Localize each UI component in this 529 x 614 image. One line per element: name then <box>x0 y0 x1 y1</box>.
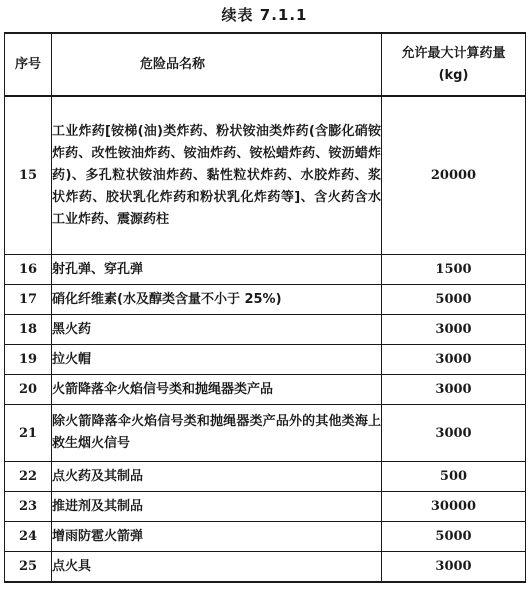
row-hazard-name: 点火具 <box>52 552 382 583</box>
row-serial-no: 17 <box>5 285 52 315</box>
row-hazard-name: 点火药及其制品 <box>52 462 382 492</box>
table-row <box>5 285 526 315</box>
row-max-quantity: 5000 <box>382 285 526 315</box>
row-hazard-name: 除火箭降落伞火焰信号类和抛绳器类产品外的其他类海上救生烟火信号 <box>52 405 382 462</box>
header-max-quantity-unit: (kg) <box>438 67 469 83</box>
row-max-quantity: 3000 <box>382 345 526 375</box>
row-serial-no: 20 <box>5 375 52 405</box>
row-max-quantity: 5000 <box>382 522 526 552</box>
row-serial-no: 25 <box>5 552 52 583</box>
row-serial-no: 23 <box>5 492 52 522</box>
row-max-quantity: 3000 <box>382 375 526 405</box>
row-hazard-name: 火箭降落伞火焰信号类和抛绳器类产品 <box>52 375 382 405</box>
table-row <box>5 315 526 345</box>
hazard-table <box>4 32 526 583</box>
table-row <box>5 345 526 375</box>
table-header-row <box>5 33 526 96</box>
table-row <box>5 552 526 583</box>
table-row <box>5 405 526 462</box>
table-row <box>5 492 526 522</box>
header-hazard-name: 危险品名称 <box>52 33 382 96</box>
row-hazard-name: 拉火帽 <box>52 345 382 375</box>
row-max-quantity: 3000 <box>382 405 526 462</box>
row-serial-no: 19 <box>5 345 52 375</box>
row-hazard-name: 射孔弹、穿孔弹 <box>52 255 382 285</box>
table-row <box>5 522 526 552</box>
table-row <box>5 375 526 405</box>
table-row <box>5 462 526 492</box>
row-serial-no: 22 <box>5 462 52 492</box>
row-serial-no: 16 <box>5 255 52 285</box>
row-hazard-name: 推进剂及其制品 <box>52 492 382 522</box>
table-row <box>5 96 526 255</box>
header-max-quantity-label: 允许最大计算药量 <box>401 45 506 61</box>
row-hazard-name: 黑火药 <box>52 315 382 345</box>
row-hazard-name: 工业炸药[铵梯(油)类炸药、粉状铵油类炸药(含膨化硝铵炸药、改性铵油炸药、铵油炸药、铵松蜡炸药、铵沥蜡炸药)、多孔粒状铵油炸药、黏性粒状炸药、水胶炸药、浆状炸药、胶状乳化炸药和粉状乳化炸药等]、含火药含水工业炸药、震源药柱 <box>52 96 382 255</box>
row-max-quantity: 1500 <box>382 255 526 285</box>
header-serial-no: 序号 <box>5 33 52 96</box>
row-serial-no: 18 <box>5 315 52 345</box>
row-max-quantity: 500 <box>382 462 526 492</box>
table-row <box>5 255 526 285</box>
row-hazard-name: 硝化纤维素(水及醇类含量不小于 25%) <box>52 285 382 315</box>
row-serial-no: 24 <box>5 522 52 552</box>
row-max-quantity: 30000 <box>382 492 526 522</box>
row-hazard-name: 增雨防雹火箭弹 <box>52 522 382 552</box>
row-max-quantity: 3000 <box>382 552 526 583</box>
row-max-quantity: 20000 <box>382 96 526 255</box>
row-max-quantity: 3000 <box>382 315 526 345</box>
row-serial-no: 15 <box>5 96 52 255</box>
table-caption: 续表 7.1.1 <box>221 6 308 24</box>
header-max-quantity <box>382 33 526 96</box>
row-serial-no: 21 <box>5 405 52 462</box>
